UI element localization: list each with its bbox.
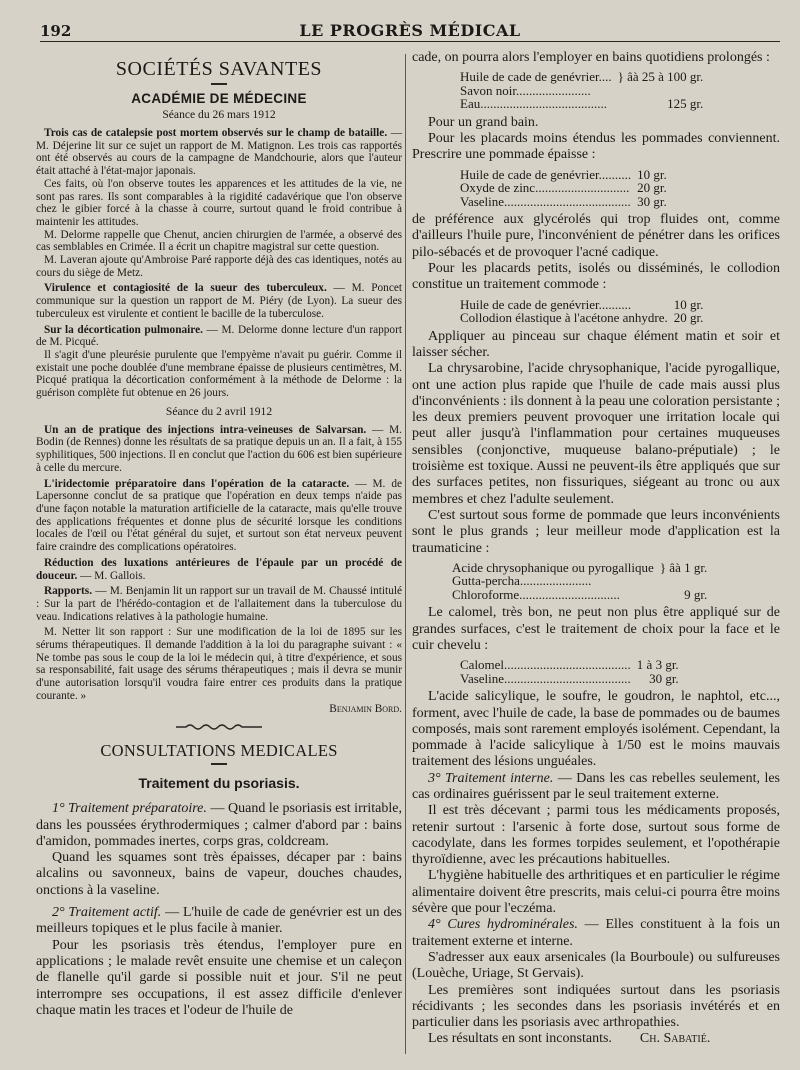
paragraph: Pour les placards petits, isolés ou disséminés, le collodion constitue un traitement commode : [412, 261, 780, 293]
paragraph: Pour les placards moins étendus les pommades conviennent. Prescrire une pommade épaisse : [412, 131, 780, 163]
paragraph: La chrysarobine, l'acide chrysophanique, l'acide pyrogallique, ont une action plus rapide que l'huile de cade mais aussi plus d'inconvénients : ils donnent à la peau une coloration persistante ; les deux premiers peuvent provoquer une irritation locale qui peut aller jusqu'à l'inflammation pour certaines muqueuses sensibles (conjonctive, muqueuse balano-préputiale) ; le troisième est toxique. Aussi ne peuvent-ils être appliqués que sur des surfaces petites, non fissuriques, siégeant au tronc ou aux membres et chez l'adulte seulement. [412, 361, 780, 507]
recipe-row: Huile de cade de genévrier.... } âà 25 à 100 gr. [460, 69, 704, 85]
paragraph: 1° Traitement préparatoire. — Quand le psoriasis est irritable, dans les poussées érythrodermiques ; calmer d'abord par : bains d'amidon, pommades inertes, corps gras, coldcream. [36, 801, 402, 849]
paragraph: M. Netter lit son rapport : Sur une modification de la loi de 1895 sur les sérums thérapeutiques. Il demande l'addition à la loi du paragraphe suivant : « Ne tombe pas sous le coup de la loi le médecin qui, à titre d'expérience, et sous sa responsabilité, fait usage des sérums thérapeutiques ; mais il devra se munir d'une autorisation lorsqu'il voudra faire entrer ces produits dans la pratique courante. » [36, 626, 402, 702]
left-column [36, 54, 402, 1019]
title-dash [211, 763, 227, 765]
paragraph: Rapports. — M. Benjamin lit un rapport sur un travail de M. Chaussé intitulé : Sur la part de l'hérédo-contagion et de l'allaitement dans la tuberculose du veau. Indications relatives à la pathologie humaine. [36, 585, 402, 623]
recipe-3 [460, 298, 780, 325]
recipe-row: Calomel....................................... 1 à 3 gr. [460, 657, 679, 673]
paragraph: Réduction des luxations antérieures de l'épaule par un procédé de douceur. — M. Gallois. [36, 556, 402, 582]
paragraph: Appliquer au pinceau sur chaque élément matin et soir et laisser sécher. [412, 328, 780, 360]
paragraph: L'iridectomie préparatoire dans l'opération de la cataracte. — M. de Lapersonne conclut de sa pratique que l'opération en deux temps n'aide pas d'une façon notable la maturation artificielle de la cataracte, mais qu'elle trouve des applications fréquentes et donne plus de sécurité lorsque les conditions locales de l'œil ou l'état général du sujet, et surtout son état nerveux peuvent faire craindre des complications opératoires. [36, 477, 402, 554]
recipe-row: Oxyde de zinc............................. 20 gr. [460, 180, 667, 196]
recipe-row: Huile de cade de genévrier.......... 10 gr. [460, 296, 704, 312]
paragraph: Il est très décevant ; parmi tous les médicaments proposés, retenir surtout : l'arsenic à forte dose, surtout sous forme de cacodylate, dans les formes torpides seulement, et l'opothérapie thyroïdienne, avec les précautions habituelles. [412, 803, 780, 868]
running-header [40, 20, 780, 42]
paragraph: Il s'agit d'une pleurésie purulente que l'empyème n'avait pu guérir. Comme il existait une poche doublée d'une membrane épaisse de plusieurs centimètres, M. Picqué pratiqua la décortication conformément à la méthode de Delorme : la guérison complète fut obtenue en 26 jours. [36, 348, 402, 400]
consultations-title: CONSULTATIONS MEDICALES [100, 741, 338, 761]
treatment-title: Traitement du psoriasis. [138, 775, 300, 792]
recipe-row: Eau....................................... 125 gr. [460, 96, 704, 112]
paragraph: cade, on pourra alors l'employer en bains quotidiens prolongés : [412, 50, 770, 65]
paragraph: M. Laveran ajoute qu'Ambroise Paré rapporte déjà des cas identiques, notés au cours du siège de Metz. [36, 254, 402, 279]
recipe-row: Collodion élastique à l'acétone anhydre. 20 gr. [460, 310, 704, 326]
recipe-1 [460, 70, 780, 111]
paragraph: Pour les psoriasis très étendus, l'employer pure en applications ; le malade revêt ensuite une chemise et un caleçon de flanelle qu'il garde si possible nuit et jour. S'il ne peut interrompre ses occupations, il est assez difficile d'enlever chaque matin les traces et l'odeur de l'huile de [36, 937, 402, 1018]
paragraph: de préférence aux glycérolés qui trop fluides ont, comme d'ailleurs l'huile pure, l'inconvénient de pénétrer dans les orifices pilo-sébacés et de provoquer l'acné cadique. [412, 212, 780, 260]
paragraph: Trois cas de catalepsie post mortem observés sur le champ de bataille. — M. Déjerine lit sur ce sujet un rapport de M. Matignon. Les trois cas rapportés ont été observés au cours de la campagne de Mandchourie, alors que l'auteur était attaché à l'état-major japonais. [36, 127, 403, 178]
column-divider [405, 54, 406, 1054]
recipe-5 [460, 658, 780, 685]
signature: Benjamin Bord. [329, 702, 402, 715]
signature: Ch. Sabatié. [639, 1031, 711, 1047]
recipe-4 [452, 561, 780, 602]
paragraph: 3° Traitement interne. — Dans les cas rebelles seulement, les cas ordinaires guérissent par le seul traitement externe. [412, 770, 780, 802]
wave-ornament-icon [174, 722, 264, 732]
recipe-2 [460, 168, 780, 209]
right-column [412, 50, 780, 1048]
page-number: 192 [40, 22, 72, 40]
paragraph: L'acide salicylique, le soufre, le goudron, le naphtol, etc..., forment, avec l'huile de cade, la base de pommades ou de baumes composés, mais sont rarement employés isolément. Cependant, la pommade à l'acide salicylique à 1/50 est le moins mauvais traitement des lésions unguéales. [412, 689, 780, 770]
paragraph: L'hygiène habituelle des arthritiques et en particulier le régime alimentaire doivent être prescrits, mais celui-ci pourra être moins sévère que pour l'eczéma. [412, 868, 780, 917]
paragraph: Quand les squames sont très épaisses, décaper par : bains alcalins ou savonneux, bains de vapeur, douches chaudes, onctions à la vaseline. [36, 850, 402, 898]
paragraph: Les résultats en sont inconstants. Ch. Sabatié. [428, 1031, 711, 1047]
recipe-row: Vaseline....................................... 30 gr. [460, 670, 679, 686]
ornament-divider [36, 721, 402, 737]
recipe-row: Huile de cade de genévrier.......... 10 gr. [460, 166, 667, 182]
academy-heading: ACADÉMIE DE MÉDECINE [131, 91, 307, 106]
paragraph: S'adresser aux eaux arsenicales (la Bourboule) ou sulfureuses (Louèche, Uriage, St Gervais). [412, 949, 780, 982]
academy-report [36, 127, 402, 400]
seance-date-1: Séance du 26 mars 1912 [162, 108, 276, 121]
recipe-row: Chloroforme............................... 9 gr. [452, 586, 708, 602]
paragraph: Sur la décortication pulmonaire. — M. Delorme donne lecture d'un rapport de M. Picqué. [36, 323, 402, 349]
academy-report-2 [36, 424, 402, 715]
section-title: SOCIÉTÉS SAVANTES [115, 58, 323, 80]
seance-date-2: Séance du 2 avril 1912 [165, 404, 273, 418]
recipe-row: Acide chrysophanique ou pyrogallique } âà 1 gr. [452, 559, 708, 575]
treatment-text-left [36, 801, 402, 1019]
paragraph: C'est surtout sous forme de pommade que leurs inconvénients sont le plus grands ; leur meilleur mode d'application est la traumaticine : [412, 507, 780, 556]
recipe-row: Savon noir....................... [460, 82, 591, 98]
recipe-row: Gutta-percha...................... [452, 573, 592, 589]
paragraph: 4° Cures hydrominérales. — Elles constituent à la fois un traitement externe et interne. [412, 917, 781, 949]
paragraph: Les premières sont indiquées surtout dans les psoriasis récidivants ; les secondes dans les psoriasis invétérés et en particulier dans les psoriasis avec arthropathies. [412, 982, 780, 1031]
paragraph: 2° Traitement actif. — L'huile de cade de genévrier est un des meilleurs topiques et le plus facile à manier. [36, 905, 402, 937]
paragraph: Un an de pratique des injections intra-veineuses de Salvarsan. — M. Bodin (de Rennes) donne les résultats de sa pratique depuis un an. Il a fait, à 155 syphilitiques, 500 injections. Il en conclut que l'action du 606 est bien supérieure à celle du mercure. [36, 423, 402, 474]
paragraph: Le calomel, très bon, ne peut non plus être appliqué sur de grandes surfaces, c'est le traitement de choix pour la face et le cuir chevelu : [412, 605, 780, 653]
title-dash [211, 83, 227, 85]
recipe-row: Vaseline....................................... 30 gr. [460, 193, 667, 209]
paragraph: Pour un grand bain. [428, 114, 539, 130]
paragraph: Virulence et contagiosité de la sueur des tuberculeux. — M. Poncet communique sur la question un rapport de M. Piéry (de Lyon). La sueur des tuberculeux est virulente et contient le bacille de la tuberculose. [36, 282, 402, 320]
paragraph: M. Delorme rappelle que Chenut, ancien chirurgien de l'armée, a observé des cas semblables en Crimée. Il a écrit un chapitre magistral sur cette question. [36, 228, 402, 254]
journal-title: LE PROGRÈS MÉDICAL [299, 21, 521, 40]
paragraph: Ces faits, où l'on observe toutes les apparences et les attitudes de la vie, ne sont pas rares. Ils sont comparables à la rigidité cadavérique que l'on observe chez le gibier forcé à la chasse à courre, surtout quand le froid contribue à maintenir les attitudes. [36, 177, 402, 228]
